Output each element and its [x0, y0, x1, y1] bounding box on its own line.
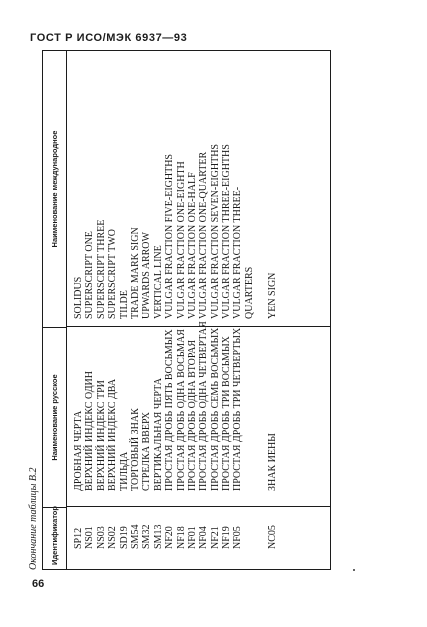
international-name-cell: YEN SIGN [266, 272, 278, 319]
russian-name-cell: ПРОСТАЯ ДРОБЬ ТРИ ЧЕТВЕРТЫХ [232, 327, 244, 491]
identifier-cell: NS03 [95, 526, 107, 549]
identifier-cell: NF05 [232, 526, 244, 549]
international-name-cell: QUARTERS [243, 266, 255, 319]
russian-name-cell [244, 329, 255, 491]
russian-name-cell: ТОРГОВЫЙ ЗНАК [129, 408, 141, 491]
page-number: 66 [32, 578, 45, 590]
characters-table [42, 50, 331, 570]
russian-name-cell: СТРЕЛКА ВВЕРХ [141, 411, 153, 491]
international-name-cell: SOLIDUS [73, 276, 84, 319]
international-name-cell: VERTICAL LINE [152, 245, 164, 319]
identifier-cell: NS02 [107, 526, 119, 549]
russian-name-cell: ДРОБНАЯ ЧЕРТА [73, 410, 84, 491]
identifier-cell: SD19 [118, 526, 130, 549]
international-name-cell: SUPERSCRIPT THREE [95, 219, 107, 319]
russian-name-cell: ПРОСТАЯ ДРОБЬ ПЯТЬ ВОСЬМЫХ [164, 329, 176, 491]
international-name-cell: VULGAR FRACTION SEVEN-EIGHTHS [209, 144, 221, 319]
identifier-cell: NS01 [84, 526, 96, 549]
identifier-cell: NF20 [164, 526, 176, 549]
identifier-cell: NF21 [209, 526, 221, 549]
russian-name-cell: ВЕРХНИЙ ИНДЕКС ДВА [107, 378, 119, 491]
russian-name-cell: ПРОСТАЯ ДРОБЬ ТРИ ВОСЬМЫХ [221, 336, 233, 491]
international-name-cell: SUPERSCRIPT ONE [84, 231, 96, 319]
russian-name-cell: ПРОСТАЯ ДРОБЬ ОДНА ВОСЬМАЯ [175, 329, 187, 491]
identifier-cell: NF04 [198, 526, 210, 549]
identifier-cell: SP12 [73, 527, 84, 549]
document-header: ГОСТ Р ИСО/МЭК 6937—93 [30, 32, 188, 44]
russian-name-column [73, 321, 278, 491]
table-header [43, 51, 67, 569]
russian-name-cell: ПРОСТАЯ ДРОБЬ ОДНА ЧЕТВЕРТАЯ [198, 321, 210, 491]
international-name-cell: VULGAR FRACTION ONE-EIGHTH [175, 161, 187, 319]
russian-name-cell: ТИЛЬДА [118, 451, 130, 491]
international-name-cell: VULGAR FRACTION ONE-QUARTER [198, 151, 210, 319]
international-name-cell: VULGAR FRACTION FIVE-EIGHTHS [164, 154, 176, 319]
identifier-cell: NF19 [221, 526, 233, 549]
stray-mark [353, 569, 355, 571]
russian-name-cell: ПРОСТАЯ ДРОБЬ ОДНА ВТОРАЯ [186, 339, 198, 491]
identifier-cell: SM13 [152, 524, 164, 549]
international-name-cell: SUPERSCRIPT TWO [107, 229, 119, 319]
identifier-column [73, 507, 278, 549]
international-name-cell: TRADE MARK SIGN [129, 227, 141, 319]
identifier-cell: SM54 [129, 524, 141, 549]
russian-name-cell: ЗНАК ИЕНЫ [266, 433, 278, 491]
russian-name-cell: ВЕРХНИЙ ИНДЕКС ОДИН [84, 371, 96, 491]
table-caption: Окончание таблицы В.2 [28, 467, 39, 570]
russian-name-cell: ВЕРХНИЙ ИНДЕКС ТРИ [95, 380, 107, 491]
russian-name-cell: ВЕРТИКАЛЬНАЯ ЧЕРТА [152, 378, 164, 491]
identifier-cell: NF01 [186, 526, 198, 549]
column-header-russian: Наименование русское [43, 327, 67, 507]
identifier-cell: NC05 [266, 525, 278, 549]
international-name-cell: UPWARDS ARROW [141, 232, 153, 319]
russian-name-cell: ПРОСТАЯ ДРОБЬ СЕМЬ ВОСЬМЫХ [209, 327, 221, 491]
international-name-cell: VULGAR FRACTION ONE-HALF [186, 172, 198, 319]
identifier-cell [244, 507, 255, 549]
international-name-column [73, 53, 278, 319]
column-header-id: Идентификатор [43, 507, 67, 569]
identifier-cell: SM32 [141, 524, 153, 549]
identifier-cell: NF18 [175, 526, 187, 549]
international-name-cell: TILDE [118, 290, 130, 319]
rotated-page-content [28, 50, 338, 570]
column-header-international: Наименование международное [50, 130, 59, 248]
international-name-cell: VULGAR FRACTION THREE-EIGHTHS [221, 144, 233, 319]
international-name-cell: VULGAR FRACTION THREE- [232, 186, 244, 319]
